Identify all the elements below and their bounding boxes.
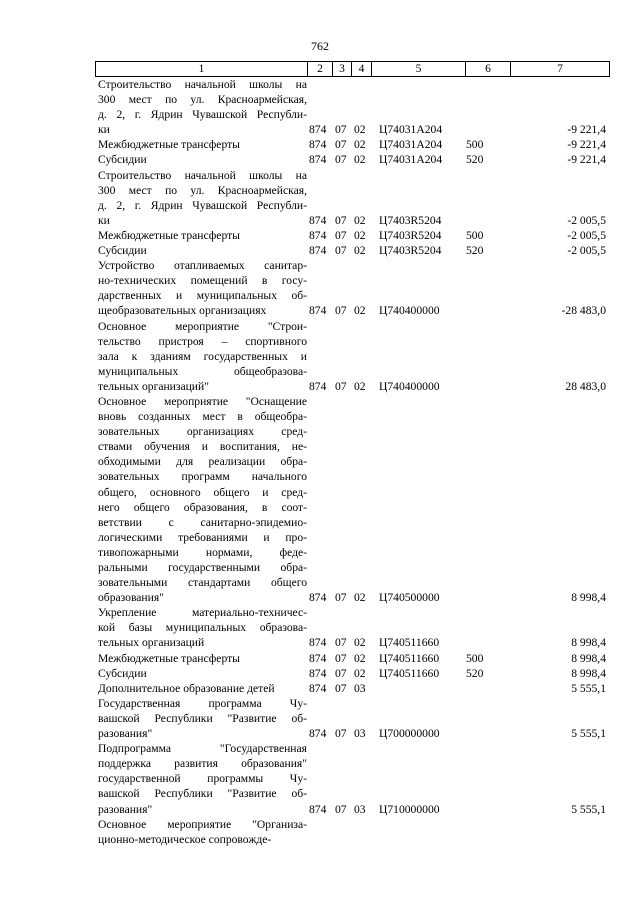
row-name-line: Межбюджетные трансферты [98,228,240,242]
table-row [95,651,610,666]
table-row [95,152,610,167]
cell-col-4: 02 [354,228,366,242]
row-name-line: зовательных организациях сред- [98,425,307,439]
cell-col-2: 874 [309,636,327,650]
cell-col-2: 874 [309,304,327,318]
table-row [95,137,610,152]
cell-col-5: Ц7403R5204 [379,244,442,258]
row-name-line: разования" [98,727,153,741]
cell-col-7: -9 221,4 [567,153,606,167]
cell-col-3: 07 [335,213,347,227]
row-name-line: государственной программы Чу- [98,772,307,786]
row-name-line: д. 2, г. Ядрин Чувашской Республи- [98,108,307,122]
table-row [95,228,610,243]
cell-col-3: 07 [335,666,347,680]
row-name-line: поддержка развития образования" [98,757,307,771]
cell-col-5: Ц74031А204 [379,123,443,137]
table-row [95,77,610,137]
cell-col-4: 02 [354,651,366,665]
row-name [95,77,307,137]
cell-col-2: 874 [309,123,327,137]
cell-col-2: 874 [309,213,327,227]
row-name-line: тельных организаций [98,636,205,650]
cell-col-3: 07 [335,304,347,318]
row-name-line: 300 мест по ул. Красноармейская, [98,93,307,107]
cell-col-4: 02 [354,138,366,152]
row-name-line: вашской Республики "Развитие об- [98,787,307,801]
cell-col-5: Ц740511660 [379,651,440,665]
row-name-line: Дополнительное образование детей [98,681,275,695]
cell-col-6: 520 [466,153,484,167]
row-name-line: д. 2, г. Ядрин Чувашской Республи- [98,198,307,212]
cell-col-7: 28 483,0 [565,379,606,393]
row-name-line: Государственная программа Чу- [98,696,307,710]
cell-col-7: -2 005,5 [567,228,606,242]
row-name-line: Основное мероприятие "Строи- [98,319,307,333]
cell-col-2: 874 [309,802,327,816]
row-name-line: разования" [98,802,153,816]
row-name [95,681,307,696]
cell-col-2: 874 [309,138,327,152]
cell-col-4: 02 [354,244,366,258]
row-name-line: муниципальных общеобразова- [98,364,307,378]
row-name-line: обходимыми для реализации обра- [98,455,307,469]
table-header [95,61,610,77]
row-name-line: тельных организаций" [98,379,209,393]
cell-col-2: 874 [309,244,327,258]
table-row [95,741,610,816]
row-name-line: вашской Республики "Развитие об- [98,711,307,725]
row-name-line: тивопожарными нормами, феде- [98,545,307,559]
cell-col-4: 02 [354,304,366,318]
row-name [95,817,307,847]
row-name [95,228,307,243]
row-name-line: зовательных программ начального [98,470,307,484]
cell-col-3: 07 [335,228,347,242]
row-name [95,258,307,318]
row-name [95,741,307,816]
cell-col-7: 8 998,4 [571,666,606,680]
cell-col-4: 03 [354,681,366,695]
cell-col-3: 07 [335,651,347,665]
row-name [95,605,307,650]
row-name-line: Строительство начальной школы на [98,168,307,182]
cell-col-5: Ц74031А204 [379,138,443,152]
table-row [95,817,610,847]
cell-col-5: Ц74031А204 [379,153,443,167]
cell-col-3: 07 [335,591,347,605]
cell-col-3: 07 [335,802,347,816]
cell-col-4: 02 [354,379,366,393]
cell-col-5: Ц740400000 [379,304,440,318]
table-row [95,394,610,605]
header-col-3: 3 [333,62,352,76]
row-name-line: образования" [98,591,164,605]
cell-col-6: 500 [466,651,484,665]
cell-col-6: 520 [466,666,484,680]
cell-col-2: 874 [309,591,327,605]
row-name-line: Укрепление материально-техничес- [98,606,307,620]
cell-col-7: 5 555,1 [571,681,606,695]
table-row [95,319,610,394]
row-name [95,651,307,666]
row-name-line: Межбюджетные трансферты [98,138,240,152]
cell-col-2: 874 [309,379,327,393]
row-name-line: ционно-методическое сопровожде- [98,832,272,846]
cell-col-2: 874 [309,727,327,741]
cell-col-5: Ц740400000 [379,379,440,393]
cell-col-3: 07 [335,636,347,650]
cell-col-7: -9 221,4 [567,138,606,152]
row-name-line: дарственных и муниципальных об- [98,289,307,303]
row-name-line: тельство пристроя – спортивного [98,334,307,348]
table-row [95,666,610,681]
row-name [95,696,307,741]
cell-col-5: Ц700000000 [379,727,440,741]
table-row [95,243,610,258]
row-name-line: Основное мероприятие "Организа- [98,817,307,831]
header-col-5: 5 [372,62,466,76]
header-col-6: 6 [466,62,511,76]
cell-col-3: 07 [335,244,347,258]
cell-col-7: -28 483,0 [561,304,606,318]
cell-col-7: 8 998,4 [571,651,606,665]
row-name-line: зовательными стандартами общего [98,576,307,590]
cell-col-7: -2 005,5 [567,244,606,258]
row-name [95,243,307,258]
row-name-line: логическими требованиями и про- [98,530,307,544]
cell-col-4: 03 [354,727,366,741]
row-name [95,394,307,605]
row-name [95,319,307,394]
cell-col-3: 07 [335,727,347,741]
row-name-line: ральными государственными обра- [98,561,307,574]
cell-col-5: Ц7403R5204 [379,228,442,242]
table-row [95,168,610,228]
row-name-line: вновь созданных мест в общеобра- [98,410,307,424]
row-name-line: Субсидии [98,666,147,680]
cell-col-2: 874 [309,681,327,695]
row-name-line: кой базы муниципальных образова- [98,621,307,635]
row-name [95,666,307,681]
row-name-line: Межбюджетные трансферты [98,651,240,665]
header-col-2: 2 [308,62,333,76]
row-name-line: ки [98,213,110,227]
cell-col-4: 03 [354,802,366,816]
cell-col-7: 8 998,4 [571,636,606,650]
cell-col-4: 02 [354,591,366,605]
cell-col-2: 874 [309,651,327,665]
header-col-7: 7 [557,63,563,75]
cell-col-3: 07 [335,153,347,167]
row-name-line: зала к зданиям государственных и [98,349,307,363]
cell-col-6: 500 [466,138,484,152]
row-name-line: щеобразовательных организациях [98,304,267,318]
cell-col-6: 520 [466,244,484,258]
cell-col-5: Ц740511660 [379,636,440,650]
cell-col-3: 07 [335,681,347,695]
table-body [95,77,610,847]
row-name-line: Устройство отапливаемых санитар- [98,259,307,273]
cell-col-2: 874 [309,228,327,242]
cell-col-7: -2 005,5 [567,213,606,227]
cell-col-7: -9 221,4 [567,123,606,137]
cell-col-2: 874 [309,666,327,680]
row-name-line: Подпрограмма "Государственная [98,742,307,756]
cell-col-2: 874 [309,153,327,167]
header-col-1: 1 [96,62,308,76]
cell-col-4: 02 [354,636,366,650]
row-name-line: ствами обучения и воспитания, не- [98,440,307,454]
row-name [95,168,307,228]
row-name-line: ки [98,123,110,137]
row-name-line: Субсидии [98,244,147,258]
table-row [95,258,610,318]
row-name-line: общего, основного общего и сред- [98,485,307,499]
table-row [95,696,610,741]
cell-col-5: Ц740500000 [379,591,440,605]
cell-col-3: 07 [335,123,347,137]
cell-col-4: 02 [354,213,366,227]
row-name-line: него общего образования, в соот- [98,500,307,514]
cell-col-5: Ц7403R5204 [379,213,442,227]
cell-col-5: Ц710000000 [379,802,440,816]
header-col-4: 4 [352,62,372,76]
cell-col-7: 8 998,4 [571,591,606,605]
cell-col-4: 02 [354,123,366,137]
cell-col-3: 07 [335,138,347,152]
row-name-line: ветствии с санитарно-эпидемио- [98,515,307,529]
row-name-line: Строительство начальной школы на [98,78,307,91]
cell-col-6: 500 [466,228,484,242]
table-row [95,681,610,696]
cell-col-4: 02 [354,153,366,167]
row-name-line: Субсидии [98,153,147,167]
cell-col-7: 5 555,1 [571,727,606,741]
row-name-line: но-технических помещений в госу- [98,274,307,288]
row-name-line: 300 мест по ул. Красноармейская, [98,183,307,197]
page-number: 762 [311,39,329,53]
cell-col-5: Ц740511660 [379,666,440,680]
cell-col-7: 5 555,1 [571,802,606,816]
row-name-line: Основное мероприятие "Оснащение [98,394,307,408]
cell-col-3: 07 [335,379,347,393]
row-name [95,137,307,152]
cell-col-4: 02 [354,666,366,680]
row-name [95,152,307,167]
table-row [95,605,610,650]
